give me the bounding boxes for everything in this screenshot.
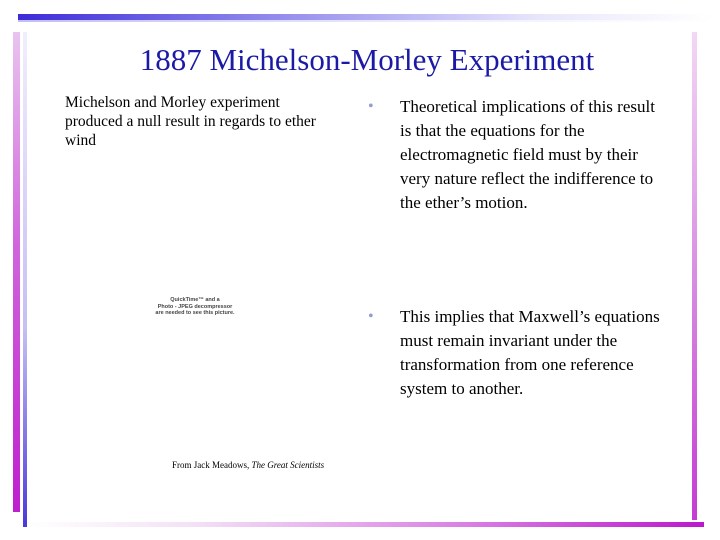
slide-title: 1887 Michelson-Morley Experiment bbox=[139, 42, 595, 77]
left-description: Michelson and Morley experiment produced a null result in regards to ether wind bbox=[65, 94, 316, 149]
caption-book-title: The Great Scientists bbox=[251, 460, 325, 470]
bullet-text: This implies that Maxwell’s equations must remain invariant under the transformation from one reference system to another. bbox=[400, 307, 660, 398]
bullet-dot-icon: • bbox=[368, 308, 374, 325]
placeholder-line-1: QuickTime™ and a bbox=[170, 297, 220, 303]
missing-image-placeholder bbox=[150, 297, 240, 317]
placeholder-line-3: are needed to see this picture. bbox=[155, 310, 235, 316]
caption-prefix: From Jack Meadows, bbox=[172, 460, 252, 470]
left-decorative-bar bbox=[13, 32, 20, 512]
bullet-dot-icon: • bbox=[368, 98, 374, 115]
left-decorative-bar-inner bbox=[23, 32, 27, 527]
top-decorative-bar-thin bbox=[18, 20, 712, 22]
image-caption bbox=[172, 460, 324, 470]
bullet-text: Theoretical implications of this result is that the equations for the electromagnetic field must by their very nature reflect the indifference to the ether’s motion. bbox=[400, 97, 655, 212]
placeholder-line-2: Photo - JPEG decompressor bbox=[157, 303, 233, 310]
bottom-decorative-bar bbox=[28, 522, 704, 527]
right-decorative-bar bbox=[692, 32, 697, 520]
